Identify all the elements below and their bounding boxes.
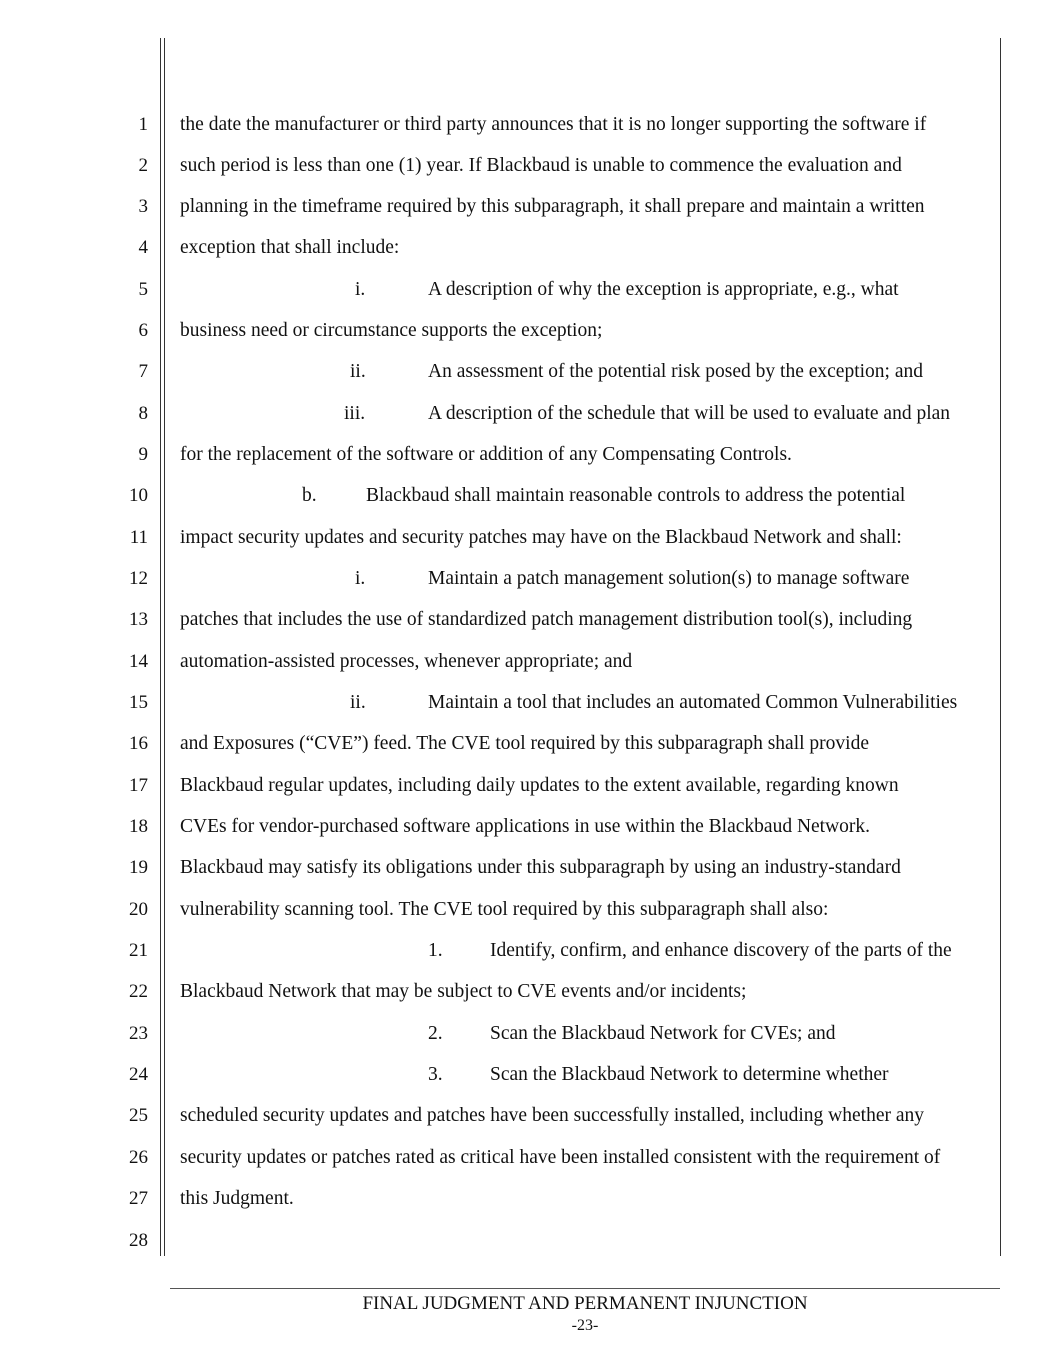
line-number: 19 (129, 857, 148, 878)
text-line: automation-assisted processes, whenever appropriate; and (180, 651, 633, 672)
footer-title: FINAL JUDGMENT AND PERMANENT INJUNCTION (362, 1293, 808, 1314)
line-number: 4 (138, 237, 148, 258)
list-marker: b. (302, 485, 317, 506)
text-line: Scan the Blackbaud Network for CVEs; and (490, 1023, 836, 1044)
text-line: this Judgment. (180, 1188, 294, 1209)
line-number: 5 (138, 279, 148, 300)
text-line: Maintain a patch management solution(s) to manage software (428, 568, 910, 589)
line-number: 11 (129, 527, 148, 548)
list-marker: 2. (428, 1023, 443, 1044)
text-line: A description of the schedule that will be used to evaluate and plan (428, 403, 951, 424)
line-number: 12 (129, 568, 148, 589)
line-number: 23 (129, 1023, 148, 1044)
list-marker: 1. (428, 940, 443, 961)
text-line: Blackbaud regular updates, including daily updates to the extent available, regarding known (180, 775, 899, 796)
text-line: security updates or patches rated as critical have been installed consistent with the requirement of (180, 1147, 941, 1168)
page-number: -23- (571, 1317, 599, 1334)
line-number: 15 (129, 692, 148, 713)
left-margin-rule-inner (164, 38, 165, 1256)
line-number: 18 (129, 816, 148, 837)
line-number: 22 (129, 981, 148, 1002)
text-line: planning in the timeframe required by this subparagraph, it shall prepare and maintain a written (180, 196, 925, 217)
right-margin-rule (1000, 38, 1001, 1256)
line-number: 6 (138, 320, 148, 341)
text-line: Blackbaud may satisfy its obligations under this subparagraph by using an industry-standard (180, 857, 901, 878)
text-line: scheduled security updates and patches have been successfully installed, including whether any (180, 1105, 925, 1126)
list-marker: 3. (428, 1064, 443, 1085)
text-line: An assessment of the potential risk posed by the exception; and (428, 361, 923, 382)
text-line: CVEs for vendor-purchased software applications in use within the Blackbaud Network. (180, 816, 871, 837)
line-number: 21 (129, 940, 148, 961)
footer-rule (170, 1288, 1000, 1289)
line-number: 2 (138, 155, 148, 176)
line-number: 1 (138, 114, 148, 135)
line-number: 25 (129, 1105, 148, 1126)
text-line: patches that includes the use of standardized patch management distribution tool(s), including (180, 609, 913, 630)
list-marker: ii. (350, 361, 366, 382)
line-number: 3 (138, 196, 148, 217)
line-number: 10 (129, 485, 148, 506)
line-number: 17 (129, 775, 148, 796)
line-number: 8 (138, 403, 148, 424)
text-line: Blackbaud Network that may be subject to CVE events and/or incidents; (180, 981, 747, 1002)
list-marker: ii. (350, 692, 366, 713)
text-line: Maintain a tool that includes an automated Common Vulnerabilities (428, 692, 958, 713)
line-number: 16 (129, 733, 148, 754)
line-number: 24 (129, 1064, 148, 1085)
line-number: 20 (129, 899, 148, 920)
line-number: 7 (138, 361, 148, 382)
text-line: the date the manufacturer or third party announces that it is no longer supporting the software if (180, 114, 927, 135)
line-number: 27 (129, 1188, 148, 1209)
left-margin-rule (160, 38, 161, 1256)
text-line: and Exposures (“CVE”) feed. The CVE tool required by this subparagraph shall provide (180, 733, 869, 754)
list-marker: iii. (344, 403, 366, 424)
text-line: vulnerability scanning tool. The CVE tool required by this subparagraph shall also: (180, 899, 829, 920)
line-number: 28 (129, 1230, 148, 1251)
text-line: exception that shall include: (180, 237, 400, 258)
text-line: impact security updates and security patches may have on the Blackbaud Network and shall: (180, 527, 902, 548)
list-marker: i. (355, 279, 366, 300)
line-number: 13 (129, 609, 148, 630)
line-number: 26 (129, 1147, 148, 1168)
text-line: such period is less than one (1) year. If Blackbaud is unable to commence the evaluation and (180, 155, 902, 176)
text-line: business need or circumstance supports the exception; (180, 320, 603, 341)
text-line: Scan the Blackbaud Network to determine whether (490, 1064, 889, 1085)
list-marker: i. (355, 568, 366, 589)
text-line: for the replacement of the software or addition of any Compensating Controls. (180, 444, 792, 465)
line-number: 14 (129, 651, 148, 672)
text-line: Identify, confirm, and enhance discovery of the parts of the (490, 940, 952, 961)
line-number: 9 (138, 444, 148, 465)
text-line: A description of why the exception is appropriate, e.g., what (428, 279, 899, 300)
text-line: Blackbaud shall maintain reasonable controls to address the potential (366, 485, 906, 506)
